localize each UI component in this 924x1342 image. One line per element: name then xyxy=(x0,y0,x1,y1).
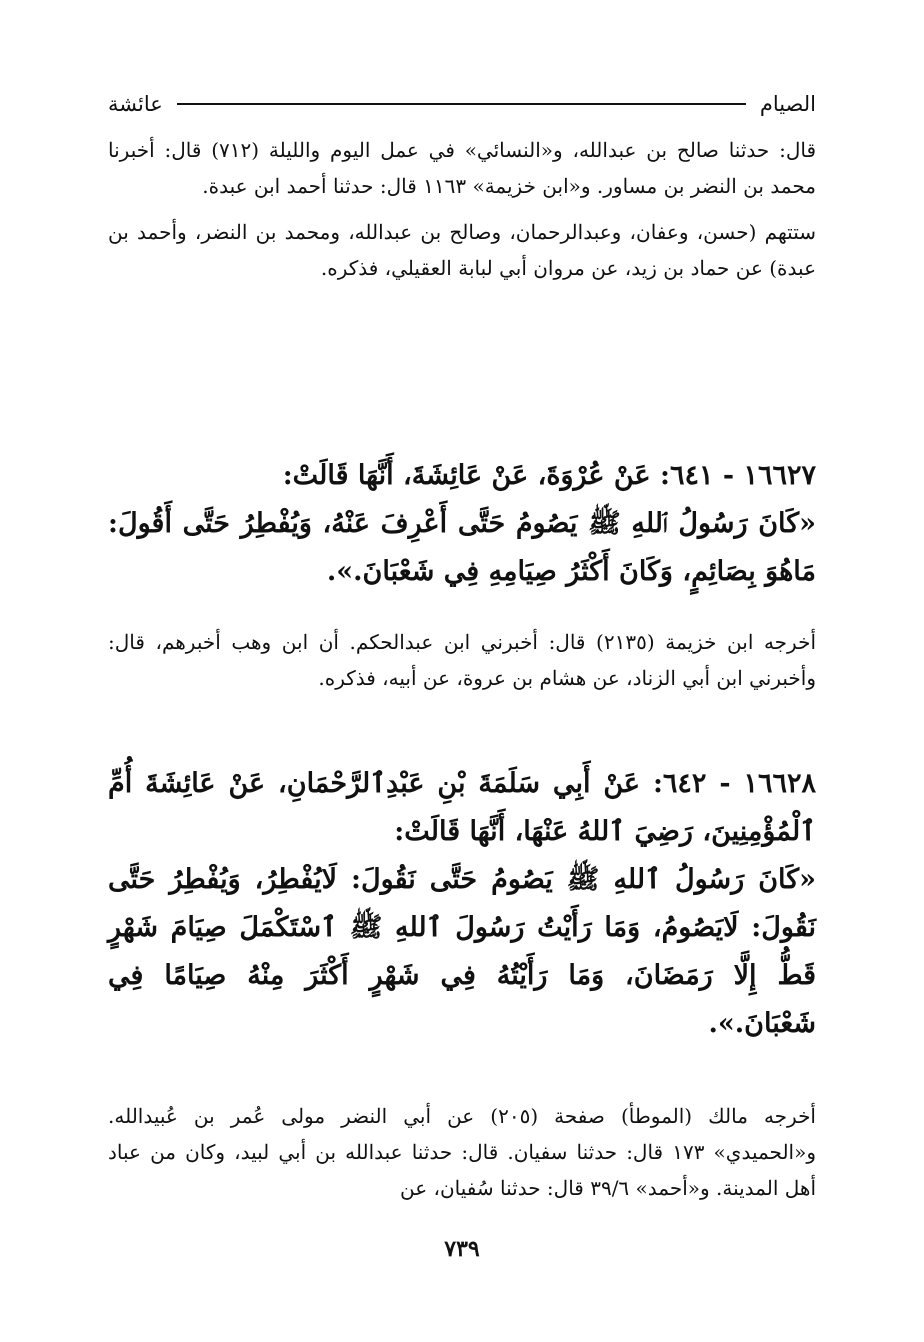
hadith-1642 xyxy=(108,760,816,1048)
commentary-block-3 xyxy=(108,1098,816,1206)
commentary-paragraph: أخرجه ابن خزيمة (٢١٣٥) قال: أخبرني ابن عبدالحكم. أن ابن وهب أخبرهم، قال: وأخبرني ابن أبي الزناد، عن هشام بن عروة، عن أبيه، فذكره. xyxy=(108,630,817,690)
running-header xyxy=(108,88,816,120)
commentary-block-2 xyxy=(108,624,816,696)
hadith-1641 xyxy=(108,452,816,596)
header-chapter-title: الصيام xyxy=(759,92,816,116)
commentary-block-1 xyxy=(108,132,816,286)
hadith-matn: «كَانَ رَسُولُ ٱللهِ ﷺ يَصُومُ حَتَّى أَعْرِفَ عَنْهُ، وَيُفْطِرُ حَتَّى أَقُولَ: مَاهُوَ بِصَائِمٍ، وَكَانَ أَكْثَرُ صِيَامِهِ فِي شَعْبَانَ.». xyxy=(108,508,816,587)
header-section-title: عائشة xyxy=(108,92,163,116)
commentary-paragraph: قال: حدثنا صالح بن عبدالله، و«النسائي» في عمل اليوم والليلة (٧١٢) قال: أخبرنا محمد بن النضر بن مساور. و«ابن خزيمة» ١١٦٣ قال: حدثنا أحمد ابن عبدة. xyxy=(108,138,817,198)
commentary-paragraph: ستتهم (حسن، وعفان، وعبدالرحمان، وصالح بن عبدالله، ومحمد بن النضر، وأحمد بن عبدة) عن حماد بن زيد، عن مروان أبي لبابة العقيلي، فذكره. xyxy=(108,220,816,280)
hadith-matn: «كَانَ رَسُولُ ٱللهِ ﷺ يَصُومُ حَتَّى نَقُولَ: لَايُفْطِرُ، وَيُفْطِرُ حَتَّى نَقُولَ: لَايَصُومُ، وَمَا رَأَيْتُ رَسُولَ ٱللهِ ﷺ ٱسْتَكْمَلَ صِيَامَ شَهْرٍ قَطُّ إِلَّا رَمَضَانَ، وَمَا رَأَيْتُهُ فِي شَهْرٍ أَكْثَرَ مِنْهُ صِيَامًا فِي شَعْبَانَ.». xyxy=(108,864,816,1039)
hadith-isnad: ١٦٦٢٧ - ٦٤١: عَنْ عُرْوَةَ، عَنْ عَائِشَةَ، أَنَّهَا قَالَتْ: xyxy=(282,460,816,491)
header-rule xyxy=(177,103,746,105)
page-number: ٧٣٩ xyxy=(444,1236,480,1262)
hadith-isnad: ١٦٦٢٨ - ٦٤٢: عَنْ أَبِي سَلَمَةَ بْنِ عَبْدِٱلرَّحْمَانِ، عَنْ عَائِشَةَ أُمِّ ٱلْمُؤْمِنِينَ، رَضِيَ ٱللهُ عَنْهَا، أَنَّهَا قَالَتْ: xyxy=(108,768,816,847)
commentary-paragraph: أخرجه مالك (الموطأ) صفحة (٢٠٥) عن أبي النضر مولى عُمر بن عُبيدالله. و«الحميدي» ١٧٣ قال: حدثنا سفيان. قال: حدثنا عبدالله بن أبي لبيد، وكان من عباد أهل المدينة. و«أحمد» ٣٩/٦ قال: حدثنا سُفيان، عن xyxy=(108,1104,816,1200)
